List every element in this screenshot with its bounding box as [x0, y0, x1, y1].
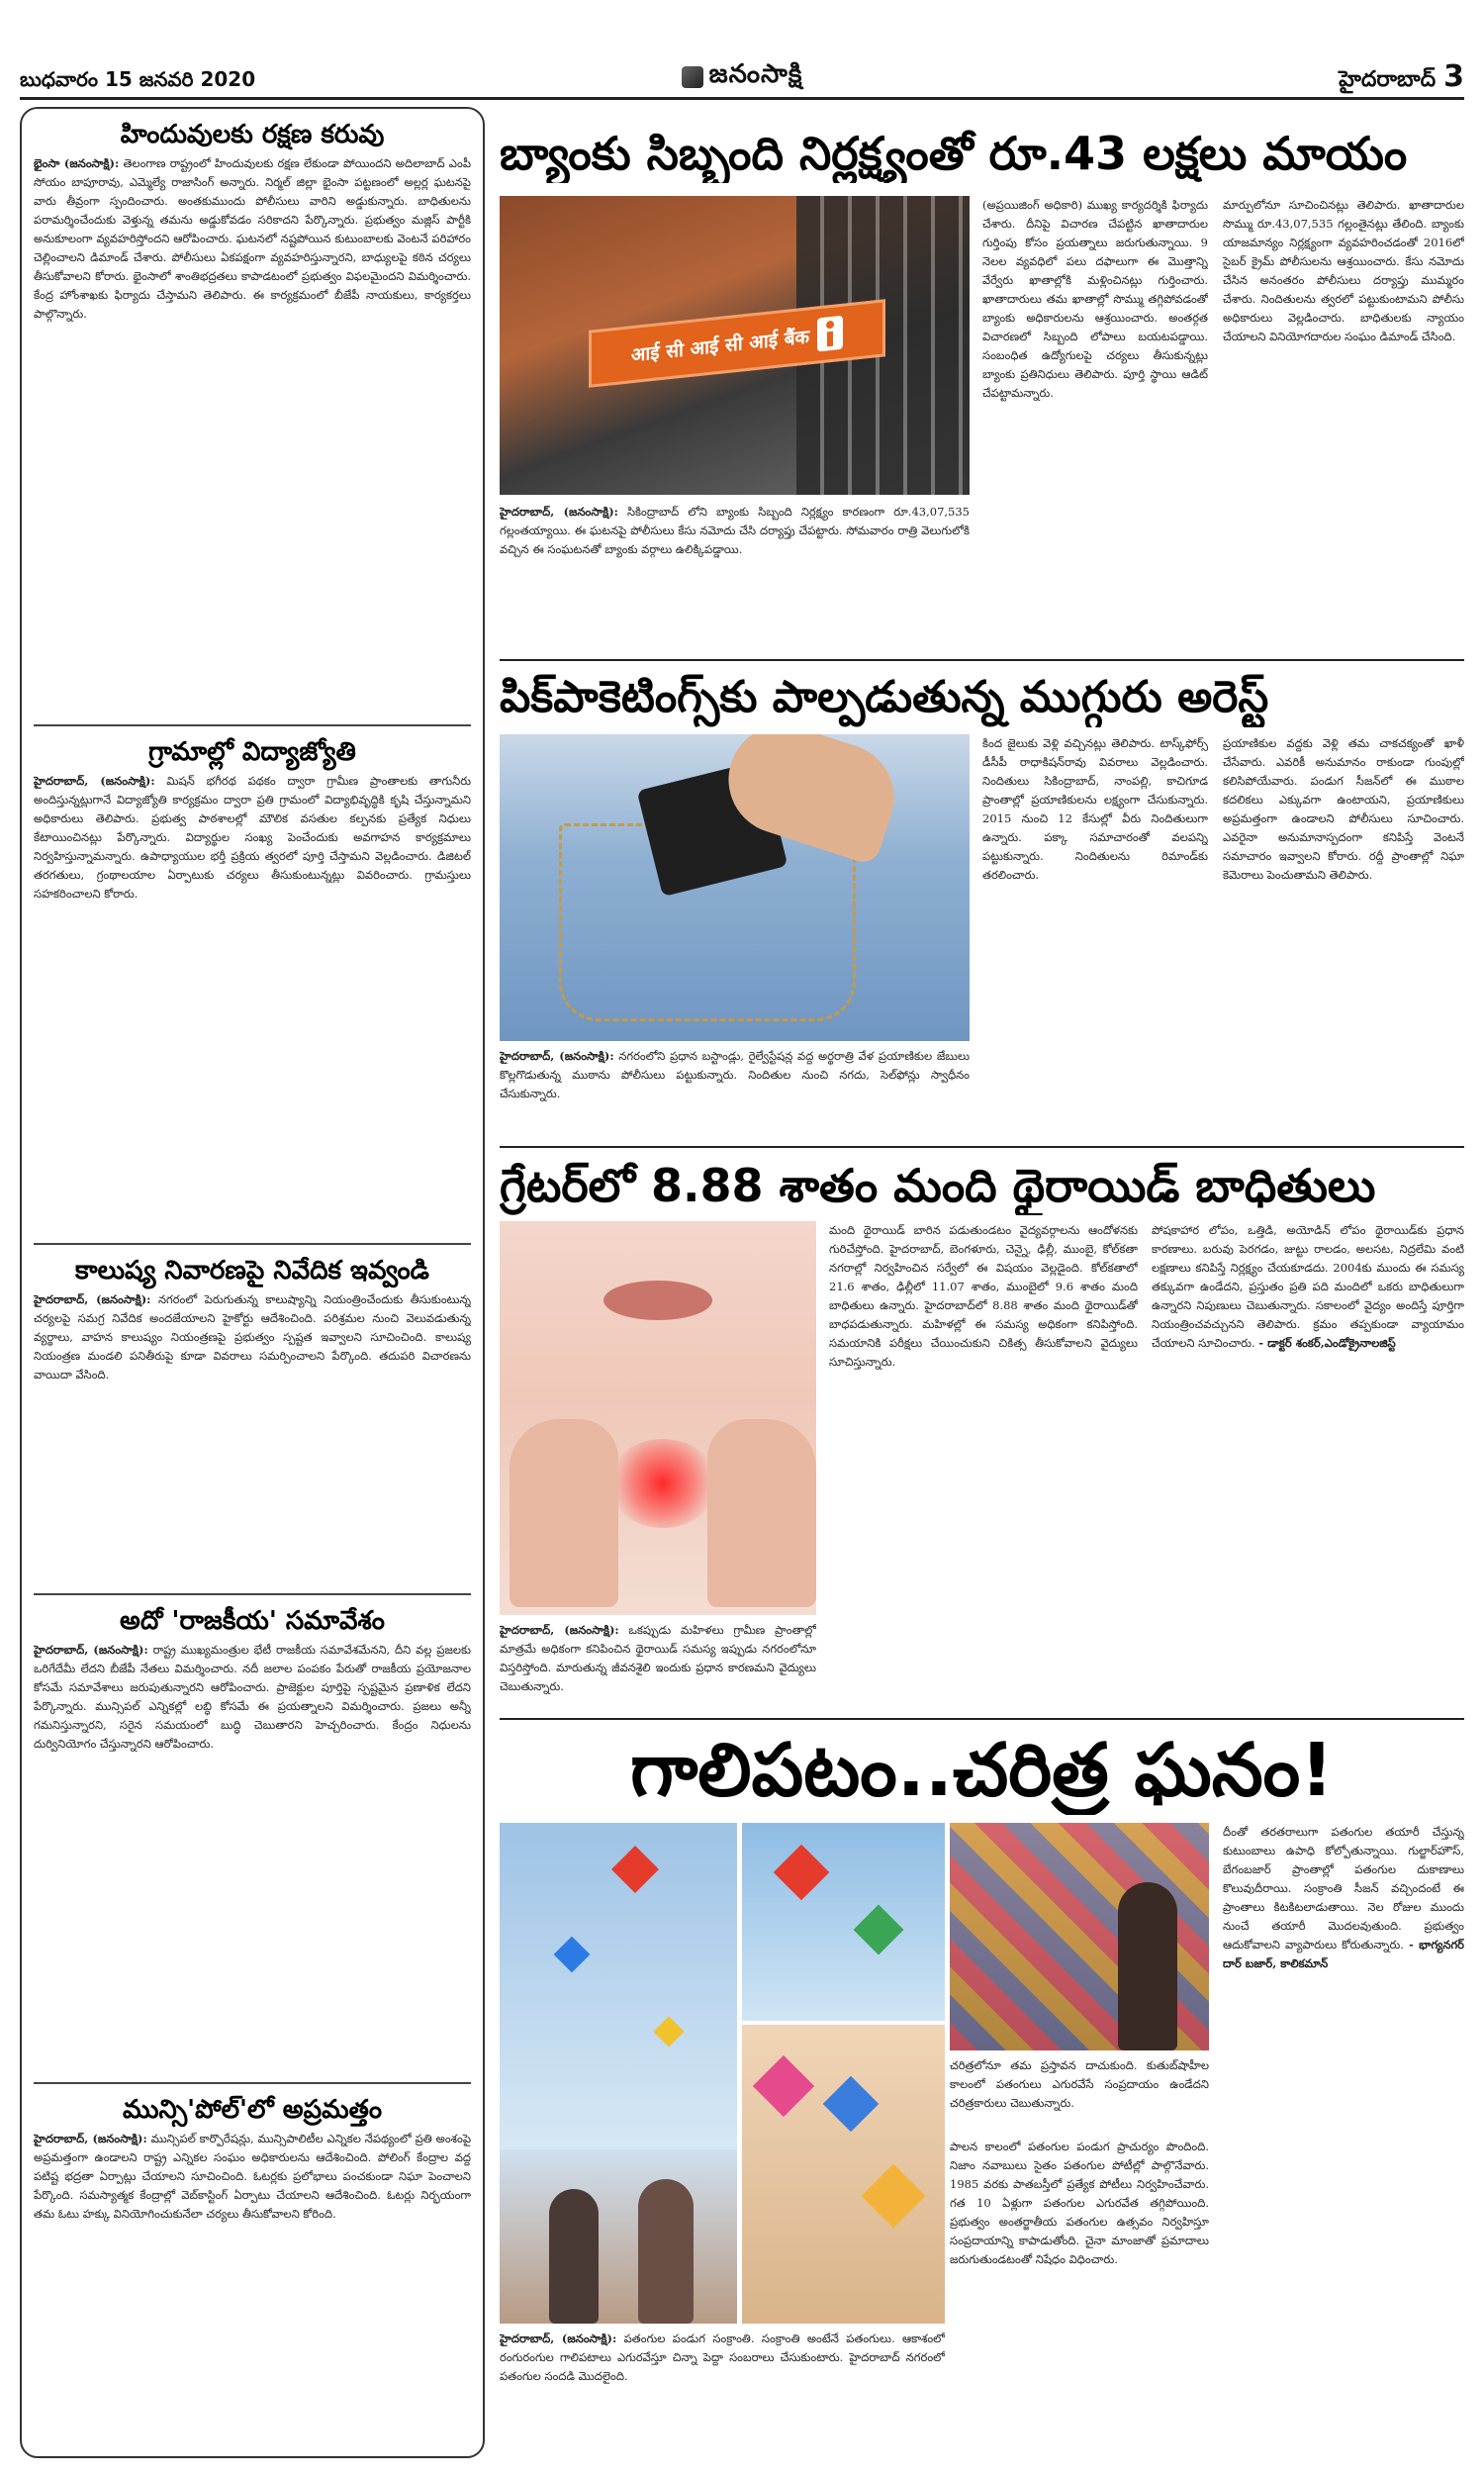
- left-news-column: [20, 107, 485, 2458]
- caption-text: పతంగుల పండుగ సంక్రాంతి. సంక్రాంతి అంటేనే పతంగులు. ఆకాశంలో రంగురంగుల గాలిపటాలు ఎగురవేస్తూ చిన్నా పెద్దా సంబరాలు చేసుకుంటారు. హైదరాబాద్ నగరంలో పతంగుల సందడి మొదలైంది.: [500, 2332, 945, 2383]
- section-divider: [34, 724, 471, 726]
- lips: [603, 1281, 712, 1320]
- kite-photo-sky: [500, 1823, 737, 2149]
- masthead: [0, 0, 1484, 99]
- story-text: దీంతో తరతరాలుగా పతంగుల తయారీ చేస్తున్న కుటుంబాలు ఉపాధి కోల్పోతున్నాయి. గుల్జార్‌హౌస్, బేగంబజార్ ప్రాంతాల్లో పతంగుల దుకాణాలు కొలువుదీరాయి. సంక్రాంతి సీజన్ వచ్చిందంటే ఈ ప్రాంతాలు కిటకిటలాడుతాయి. నెల రోజుల ముందు నుంచే తయారీ మొదలవుతుంది. ప్రభుత్వం ఆదుకోవాలని వ్యాపారులు కోరుతున్నారు.: [1223, 1825, 1464, 1951]
- caption-dateline: హైదరాబాద్, (జనంసాక్షి):: [500, 505, 618, 519]
- city-page-name: హైదరాబాద్: [1339, 67, 1437, 92]
- kite-photo-flyers: [500, 2149, 737, 2324]
- page-number: 3: [1443, 59, 1464, 94]
- kite-photo-caption: [500, 2330, 945, 2458]
- kite-icon: [554, 1937, 591, 1973]
- masthead-date: బుధవారం 15 జనవరి 2020: [20, 67, 256, 91]
- kite-story-body-col2: పాలన కాలంలో పతంగుల పండుగ ప్రాచుర్యం పొందింది. నిజాం నవాబులు సైతం పతంగుల పోటీల్లో పాల్గొనేవారు. 1985 వరకు పాతబస్తీలో ప్రత్యేక పోటీలు నిర్వహించేవారు. గత 10 ఏళ్లుగా పతంగుల ఎగురవేత తగ్గిపోయింది. ప్రభుత్వం అంతర్జాతీయ పతంగుల ఉత్సవం నిర్వహిస్తూ సంప్రదాయాన్ని కాపాడుతోంది. చైనా మాంజాతో ప్రమాదాలు జరుగుతుండటంతో నిషేధం విధించారు.: [950, 2140, 1209, 2266]
- caption-dateline: హైదరాబాద్, (జనంసాక్షి):: [500, 1623, 619, 1637]
- section-divider: [34, 1243, 471, 1245]
- thyroid-photo: [500, 1221, 816, 1615]
- story-text: పోషకాహార లోపం, ఒత్తిడి, అయోడిన్ లోపం థైరాయిడ్‌కు ప్రధాన కారణాలు. బరువు పెరగడం, జుట్టు రాలడం, అలసట, నిద్రలేమి వంటి లక్షణాలు కనిపిస్తే నిర్లక్ష్యం చేయకూడదు. 2004కు ముందు ఈ సమస్య తక్కువగా ఉండేదని, ప్రస్తుతం ప్రతి పది మందిలో ఒకరు బాధితులుగా ఉన్నారని నిపుణులు చెబుతున్నారు. సకాలంలో వైద్యం అందిస్తే పూర్తిగా నియంత్రించవచ్చునని తెలిపారు. క్రమం తప్పకుండా వ్యాయామం చేయాలని సూచించారు.: [1152, 1223, 1464, 1350]
- thyroid-story-headline: గ్రేటర్‌లో 8.88 శాతం మంది థైరాయిడ్ బాధితులు: [500, 1159, 1376, 1212]
- kite-market-caption: చరిత్రలోనూ తమ ప్రస్తావన దాచుకుంది. కుతుబ్‌షాహీల కాలంలో పతంగులు ఎగురవేసే సంప్రదాయం ఉండేదని చరిత్రకారులు చెబుతున్నారు.: [950, 2058, 1209, 2110]
- kite-icon: [653, 2016, 684, 2047]
- bank-story-body-col3: మార్పులోనూ సూచించినట్లు తెలిపారు. ఖాతాదారుల సొమ్ము రూ.43,07,535 గల్లంతైనట్లు తేలింది. బ్యాంకు యాజమాన్యం నిర్లక్ష్యంగా వ్యవహరించడంతో 2016లో సైబర్ క్రైమ్ పోలీసులను ఆశ్రయించారు. కేసు నమోదు చేసిన అనంతరం పోలీసులు దర్యాప్తు ముమ్మరం చేశారు. నిందితులను త్వరలో పట్టుకుంటామని పోలీసు అధికారులు వెల్లడించారు. బాధితులకు న్యాయం చేయాలని వినియోగదారుల సంఘం డిమాండ్ చేసింది.: [1223, 198, 1464, 343]
- bank-logo-icon: [817, 316, 843, 352]
- kite-icon: [854, 1905, 904, 1955]
- left-hand: [510, 1419, 618, 1607]
- story-dateline: భైంసా (జనంసాక్షి):: [34, 156, 120, 170]
- kite-photo-market: [950, 1823, 1209, 2050]
- bank-story-headline: బ్యాంకు సిబ్బంది నిర్లక్ష్యంతో రూ.43 లక్షలు మాయం: [500, 127, 1408, 180]
- story-headline: గ్రామాల్లో విద్యాజ్యోతి: [148, 737, 356, 767]
- thyroid-photo-caption: [500, 1621, 816, 1712]
- byline: - భాగ్యనగర్ దార్ బజార్, కాలికమాన్: [1223, 1938, 1464, 1970]
- caption-text: నగరంలోని ప్రధాన బస్టాండ్లు, రైల్వేస్టేషన్ల వద్ద అర్థరాత్రి వేళ ప్రయాణికుల జేబులు కొల్లగొడుతున్న ముఠాను పోలీసులు పట్టుకున్నారు. నిందితుల నుంచి నగదు, సెల్‌ఫోన్లు స్వాధీనం చేసుకున్నారు.: [500, 1049, 970, 1100]
- kite-icon: [611, 1846, 659, 1893]
- kite-icon: [774, 1845, 830, 1901]
- story-dateline: హైదరాబాద్, (జనంసాక్షి):: [34, 1643, 148, 1657]
- kite-story-headline: గాలిపటం..చరిత్ర ఘనం!: [630, 1728, 1334, 1813]
- section-divider: [34, 2082, 471, 2084]
- masthead-rule: [20, 97, 1464, 100]
- pickpocket-story-body-col2: కింద జైలుకు వెళ్లి వచ్చినట్లు తెలిపారు. టాస్క్‌ఫోర్స్ డీసీపీ రాధాకిషన్‌రావు వివరాలు వెల్లడించారు. నిందితులు సికింద్రాబాద్, నాంపల్లి, కాచిగూడ ప్రాంతాల్లో ప్రయాణికులను లక్ష్యంగా చేసుకున్నారు. 2015 నుంచి 12 కేసుల్లో వీరు నిందితులుగా ఉన్నారు. పక్కా సమాచారంతో వలపన్ని పట్టుకున్నారు. నిందితులను రిమాండ్‌కు తరలించారు.: [982, 736, 1208, 882]
- masthead-page-label: [1339, 59, 1464, 97]
- kite-icon: [861, 2163, 925, 2228]
- caption-text: ఒకప్పుడు మహిళలు గ్రామీణ ప్రాంతాల్లో మాత్రమే అధికంగా కనిపించిన థైరాయిడ్ సమస్య ఇప్పుడు నగరంలోనూ విస్తరిస్తోంది. మారుతున్న జీవనశైలి ఇందుకు ప్రధాన కారణమని వైద్యులు చెబుతున్నారు.: [500, 1623, 816, 1693]
- bank-photo: [500, 196, 970, 495]
- logo-emblem-icon: [682, 66, 703, 88]
- pickpocket-photo: [500, 734, 970, 1041]
- story-dateline: హైదరాబాద్, (జనంసాక్షి):: [34, 774, 155, 788]
- kite-icon: [823, 2076, 880, 2133]
- masthead-logo: [633, 59, 851, 95]
- section-divider: [500, 1146, 1464, 1148]
- kite-photo-festival: [742, 1823, 945, 2021]
- story-body: [34, 154, 471, 718]
- right-hand: [707, 1419, 816, 1607]
- story-headline: అదో 'రాజకీయ' సమావేశం: [120, 1606, 385, 1636]
- pickpocket-story-headline: పిక్‌పాకెటింగ్స్‌కు పాల్పడుతున్న ముగ్గురు అరెస్ట్: [500, 672, 1269, 722]
- section-divider: [500, 659, 1464, 661]
- person-silhouette: [638, 2179, 694, 2324]
- story-text: మిషన్ భగీరథ పథకం ద్వారా గ్రామీణ ప్రాంతాలకు తాగునీరు అందిస్తున్నట్లుగానే విద్యాజ్యోతి కార్యక్రమం ద్వారా ప్రతి గ్రామంలో విద్యాభివృద్ధికి కృషి చేస్తున్నామని అధికారులు తెలిపారు. ప్రభుత్వ పాఠశాలల్లో మౌలిక వసతుల కల్పనకు ప్రత్యేక నిధులు కేటాయించినట్లు పేర్కొన్నారు. విద్యార్థుల సంఖ్య పెంచేందుకు అవగాహన కార్యక్రమాలు నిర్వహిస్తున్నామన్నారు. ఉపాధ్యాయుల భర్తీ ప్రక్రియ త్వరలో పూర్తి చేస్తామని వెల్లడించారు. డిజిటల్ తరగతులు, గ్రంథాలయాల ఏర్పాటుకు చర్యలు తీసుకుంటున్నట్లు వివరించారు. గ్రామస్తులు సహకరించాలని కోరారు.: [34, 774, 471, 901]
- story-text: తెలంగాణ రాష్ట్రంలో హిందువులకు రక్షణ లేకుండా పోయిందని అదిలాబాద్ ఎంపీ సోయం బాపూరావు, ఎమ్మెల్యే రాజాసింగ్ అన్నారు. నిర్మల్ జిల్లా భైంసా పట్టణంలో అల్లర్ల ఘటనపై వారు తీవ్రంగా స్పందించారు. అంతకుముందు పోలీసులు వారిని అడ్డుకున్నారు. బాధితులను పరామర్శించేందుకు వెళ్తున్న తమను అడ్డుకోవడం సరికాదని పేర్కొన్నారు. ప్రభుత్వం మజ్లిస్ పార్టీకి అనుకూలంగా వ్యవహరిస్తోందని ఆరోపించారు. ఘటనలో నష్టపోయిన కుటుంబాలకు వెంటనే పరిహారం చెల్లించాలని డిమాండ్ చేశారు. పోలీసులు ఏకపక్షంగా వ్యవహరిస్తున్నారని, బాధ్యులపై కఠిన చర్యలు తీసుకోవాలని కోరారు. భైంసాలో శాంతిభద్రతలు కాపాడటంలో ప్రభుత్వం విఫలమైందని విమర్శించారు. కేంద్ర హోంశాఖకు ఫిర్యాదు చేస్తామని తెలిపారు. ఈ కార్యక్రమంలో బీజేపీ నాయకులు, కార్యకర్తలు పాల్గొన్నారు.: [34, 156, 471, 321]
- bank-story-body-col2: (అప్రయిజింగ్ అధికారి) ముఖ్య కార్యదర్శికి ఫిర్యాదు చేశారు. దీనిపై విచారణ చేపట్టిన ఖాతాదారుల గుర్తింపు కోసం ప్రయత్నాలు జరుగుతున్నాయి. 9 నెలల వ్యవధిలో పలు దఫాలుగా ఈ మొత్తాన్ని వేర్వేరు ఖాతాల్లోకి మళ్లించినట్లు గుర్తించారు. ఖాతాదారులు తమ ఖాతాల్లో సొమ్ము తగ్గిపోవడంతో బ్యాంకు అధికారులను ఆశ్రయించారు. అంతర్గత విచారణలో సిబ్బంది లోపాలు బయటపడ్డాయి. సంబంధిత ఉద్యోగులపై చర్యలు తీసుకున్నట్లు బ్యాంకు ప్రతినిధులు తెలిపారు. పూర్తి స్థాయి ఆడిట్ చేపట్టామన్నారు.: [982, 198, 1208, 400]
- story-dateline: హైదరాబాద్, (జనంసాక్షి):: [34, 1292, 151, 1306]
- section-divider: [34, 1593, 471, 1595]
- thyroid-story-body-col2: మంది థైరాయిడ్ బారిన పడుతుండటం వైద్యవర్గాలను ఆందోళనకు గురిచేస్తోంది. హైదరాబాద్, బెంగళూరు, చెన్నై, ఢిల్లీ, ముంబై, కోల్‌కతా నగరాల్లో నిర్వహించిన సర్వేలో ఈ విషయం వెల్లడైంది. కోల్‌కతాలో 21.6 శాతం, ఢిల్లీలో 11.07 శాతం, ముంబైలో 9.6 శాతం మంది బాధితులు ఉన్నారు. హైదరాబాద్‌లో 8.88 శాతం మంది థైరాయిడ్‌తో బాధపడుతున్నారు. మహిళల్లో ఈ సమస్య అధికంగా కనిపిస్తోంది. సమయానికి పరీక్షలు చేయించుకుని చికిత్స తీసుకోవాలని వైద్యులు సూచిస్తున్నారు.: [829, 1223, 1138, 1369]
- person-silhouette: [549, 2189, 599, 2324]
- story-body: [34, 772, 471, 1237]
- story-headline: కాలుష్య నివారణపై నివేదిక ఇవ్వండి: [75, 1256, 429, 1285]
- story-text: రాష్ట్ర ముఖ్యమంత్రుల భేటీ రాజకీయ సమావేశమేనని, దీని వల్ల ప్రజలకు ఒరిగేదేమీ లేదని బీజేపీ నేతలు విమర్శించారు. నదీ జలాల పంపకం పేరుతో రాజకీయ ప్రయోజనాల కోసమే సమావేశాలు జరుపుతున్నారని ఆరోపించారు. ప్రాజెక్టుల పూర్తిపై స్పష్టమైన ప్రణాళిక లేదని పేర్కొన్నారు. మున్సిపల్ ఎన్నికల్లో లబ్ధి కోసమే ఈ ప్రయత్నాలని విమర్శించారు. ప్రజలు అన్నీ గమనిస్తున్నారని, సరైన సమయంలో బుద్ధి చెబుతారని హెచ్చరించారు. కేంద్రం నిధులను దుర్వినియోగం చేస్తున్నారని ఆరోపించారు.: [34, 1643, 471, 1751]
- section-divider: [500, 1718, 1464, 1720]
- caption-text: సికింద్రాబాద్ లోని బ్యాంకు సిబ్బంది నిర్లక్ష్యం కారణంగా రూ.43,07,535 గల్లంతయ్యాయి. ఈ ఘటనపై పోలీసులు కేసు నమోదు చేసి దర్యాప్తు చేపట్టారు. సోమవారం రాత్రి వెలుగులోకి వచ్చిన ఈ సంఘటనతో బ్యాంకు వర్గాలు ఉలిక్కిపడ్డాయి.: [500, 505, 970, 556]
- bank-sign-text: आई सी आई सी आई बैंक: [630, 326, 810, 367]
- bank-photo-caption: [500, 503, 970, 651]
- story-dateline: హైదరాబాద్, (జనంసాక్షి):: [34, 2132, 147, 2145]
- story-body: [34, 2130, 471, 2458]
- paper-name: జనంసాక్షి: [708, 59, 803, 89]
- byline: - డాక్టర్ శంకర్,ఎండోక్రైనాలజిస్ట్: [1258, 1336, 1396, 1350]
- vendor-silhouette: [1118, 1882, 1177, 2050]
- story-body: [34, 1641, 471, 2076]
- kite-icon: [753, 2055, 814, 2117]
- story-headline: హిందువులకు రక్షణ కరువు: [120, 120, 385, 149]
- pickpocket-story-body-col3: ప్రయాణికుల వద్దకు వెళ్లి తమ చాకచక్యంతో ఖాళీ చేసేవారు. ఎవరికీ అనుమానం రాకుండా గుంపుల్లో కలిసిపోయేవారు. పండుగ సీజన్‌లో ఈ ముఠాల కదలికలు ఎక్కువగా ఉంటాయని, ప్రయాణికులు అప్రమత్తంగా ఉండాలని పోలీసులు సూచించారు. ఎవరైనా అనుమానాస్పదంగా కనిపిస్తే వెంటనే సమాచారం ఇవ్వాలని కోరారు. రద్దీ ప్రాంతాల్లో నిఘా కెమెరాలు పెంచుతామని తెలిపారు.: [1223, 736, 1464, 882]
- kite-photo-colorful: [742, 2025, 945, 2324]
- story-body: [34, 1290, 471, 1587]
- thyroid-glow: [608, 1439, 717, 1528]
- kite-story-body-col3: [1223, 1823, 1464, 2458]
- story-text: మున్సిపల్ కార్పొరేషన్లు, మున్సిపాలిటీల ఎన్నికల నేపథ్యంలో ప్రతి అంశంపై అప్రమత్తంగా ఉండాలని రాష్ట్ర ఎన్నికల సంఘం అధికారులను ఆదేశించింది. పోలింగ్ కేంద్రాల వద్ద పటిష్ట భద్రతా ఏర్పాట్లు చేయాలని సూచించింది. ఓటర్లకు ప్రలోభాలు పంచకుండా నిఘా పెంచాలని పేర్కొంది. సమస్యాత్మక కేంద్రాల్లో వెబ్‌కాస్టింగ్ ఏర్పాటు చేయాలని ఆదేశించింది. ఓటర్లు నిర్భయంగా తమ ఓటు హక్కు వినియోగించుకునేలా చర్యలు తీసుకోవాలని కోరింది.: [34, 2132, 471, 2221]
- caption-dateline: హైదరాబాద్, (జనంసాక్షి):: [500, 1049, 614, 1063]
- story-text: నగరంలో పెరుగుతున్న కాలుష్యాన్ని నియంత్రించేందుకు తీసుకుంటున్న చర్యలపై సమగ్ర నివేదిక అందజేయాలని హైకోర్టు ఆదేశించింది. పరిశ్రమల నుంచి వెలువడుతున్న వ్యర్థాలు, వాహన కాలుష్యం నియంత్రణపై ప్రభుత్వం స్పష్టత ఇవ్వాలని సూచించింది. కాలుష్య నియంత్రణ మండలి పనితీరుపై కూడా వివరాలు సమర్పించాలని పేర్కొంది. తదుపరి విచారణను వాయిదా వేసింది.: [34, 1292, 471, 1381]
- caption-dateline: హైదరాబాద్, (జనంసాక్షి):: [500, 2332, 617, 2345]
- thyroid-story-body-col3: [1152, 1221, 1464, 1712]
- story-headline: మున్సి'పోల్'లో అప్రమత్తం: [122, 2095, 382, 2125]
